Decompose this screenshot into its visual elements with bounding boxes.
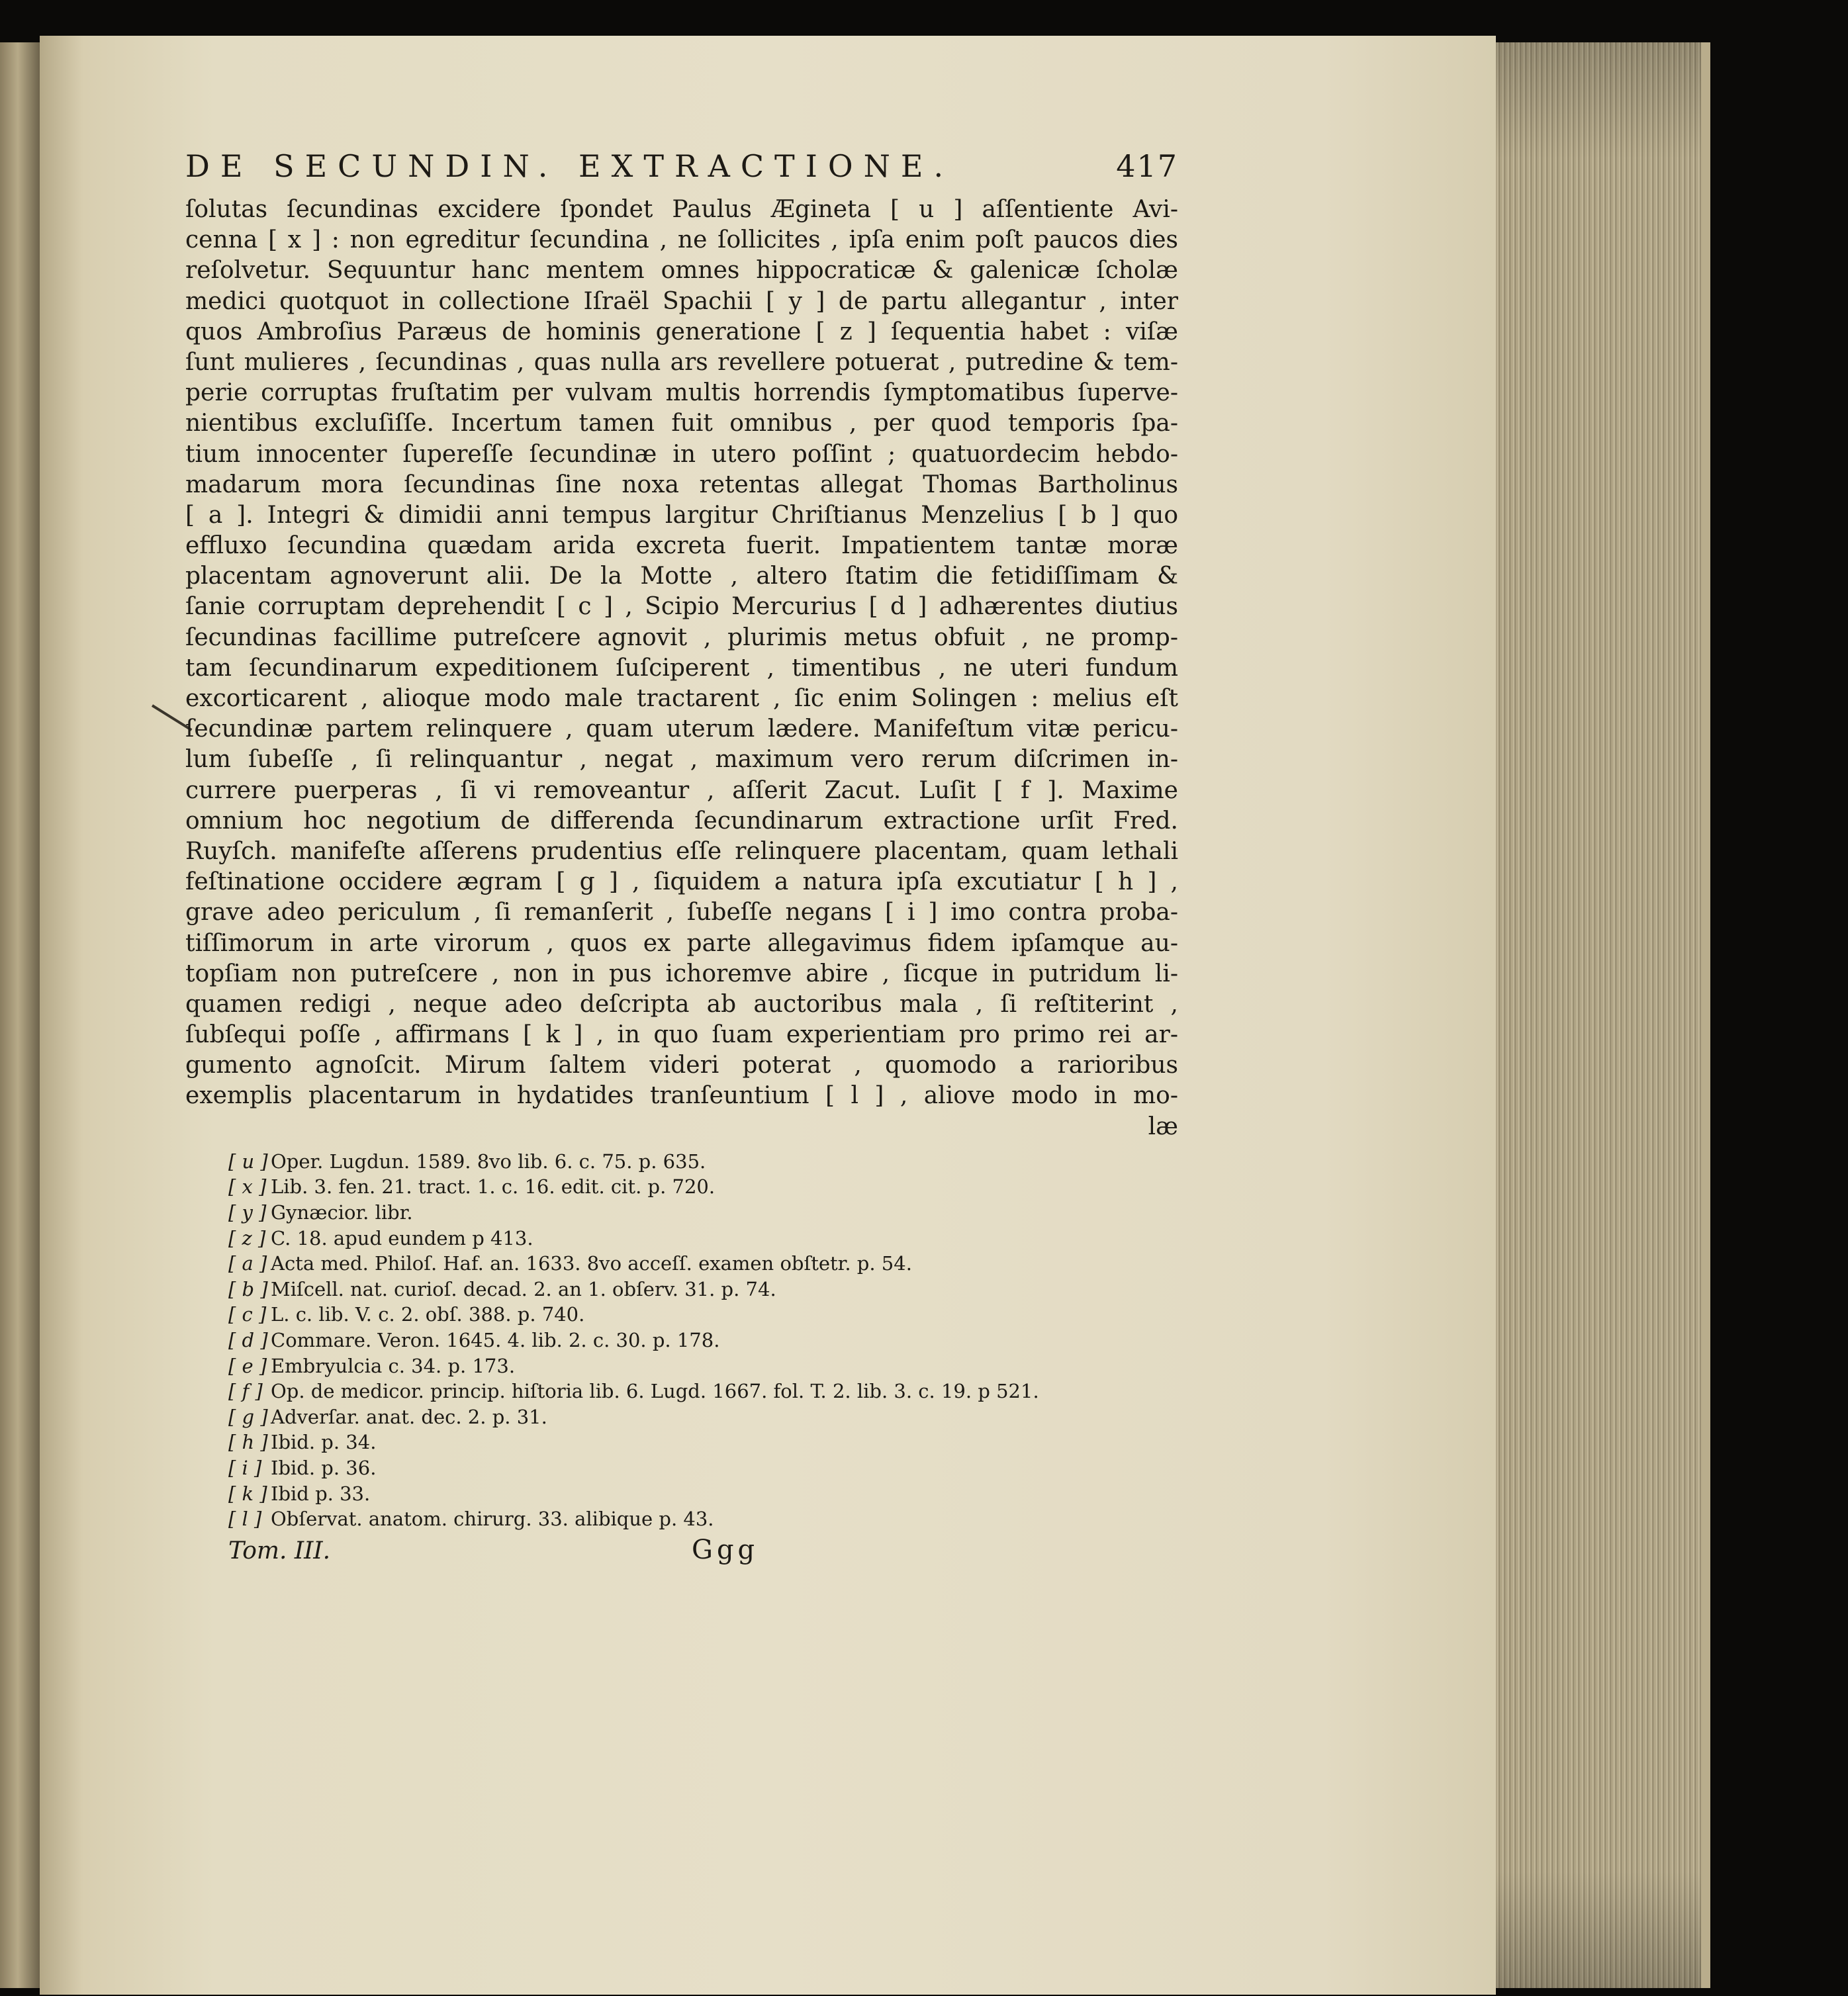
page-footer	[185, 1535, 1178, 1565]
footnote-mark: [ a ]	[228, 1252, 267, 1275]
body-line: perie corruptas fruſtatim per vulvam multis horrendis ſymptomatibus ſuperve-	[185, 379, 1178, 407]
body-line: ſunt mulieres , ſecundinas , quas nulla ars revellere potuerat , putredine & tem-	[185, 348, 1178, 376]
text-block	[185, 148, 1178, 1565]
page-fore-edge	[1496, 42, 1710, 1988]
body-line: ſecundinæ partem relinquere , quam uterum lædere. Manifeſtum vitæ pericu-	[185, 715, 1178, 743]
footnote-mark: [ x ]	[228, 1175, 267, 1199]
footnotes	[185, 1149, 1178, 1532]
body-line: omnium hoc negotium de differenda ſecundinarum extractione urſit Fred.	[185, 807, 1178, 835]
running-head-title: DE SECUNDIN. EXTRACTIONE.	[185, 148, 954, 184]
page-number: 417	[1116, 148, 1178, 184]
footnote-mark: [ k ]	[228, 1482, 267, 1505]
footnote	[228, 1404, 1178, 1430]
signature-mark: Ggg	[692, 1534, 759, 1565]
body-line: ſolutas ſecundinas excidere ſpondet Paulus Ægineta [ u ] aſſentiente Avi-	[185, 196, 1178, 223]
catchword: læ	[1148, 1112, 1178, 1140]
footnote	[228, 1251, 1178, 1277]
body-line: tam ſecundinarum expeditionem ſuſciperent , timentibus , ne uteri fundum	[185, 654, 1178, 682]
footnote-text: Embryulcia c. 34. p. 173.	[271, 1354, 516, 1377]
body-line: quos Ambroſius Paræus de hominis generatione [ z ] ſequentia habet : viſæ	[185, 318, 1178, 345]
footnote	[228, 1506, 1178, 1532]
body-line: feſtinatione occidere ægram [ g ] , ſiquidem a natura ipſa excutiatur [ h ] ,	[185, 868, 1178, 896]
body-line: lum ſubeſſe , ſi relinquantur , negat , maximum vero rerum diſcrimen in-	[185, 746, 1178, 774]
footnote-text: Ibid. p. 36.	[271, 1456, 377, 1479]
book-page	[40, 36, 1496, 1995]
footnote-text: Adverſar. anat. dec. 2. p. 31.	[271, 1405, 547, 1428]
footnote-mark: [ b ]	[228, 1277, 268, 1300]
footnote	[228, 1226, 1178, 1251]
footnote-text: Gynæcior. libr.	[271, 1201, 413, 1224]
facing-page-edge	[0, 42, 40, 1988]
footnote-text: Acta med. Philoſ. Haf. an. 1633. 8vo acceſſ. examen obſtetr. p. 54.	[271, 1252, 912, 1275]
body-line: exemplis placentarum in hydatides tranſeuntium [ l ] , aliove modo in mo-	[185, 1082, 1178, 1110]
footnote-text: L. c. lib. V. c. 2. obſ. 388. p. 740.	[271, 1303, 585, 1326]
body-line: reſolvetur. Sequuntur hanc mentem omnes hippocraticæ & galenicæ ſcholæ	[185, 257, 1178, 285]
body-line: currere puerperas , ſi vi removeantur , aſſerit Zacut. Luſit [ f ]. Maxime	[185, 776, 1178, 804]
body-text	[185, 195, 1178, 1112]
footnote	[228, 1302, 1178, 1328]
footnote-mark: [ y ]	[228, 1201, 267, 1224]
body-line: ſubſequi poſſe , affirmans [ k ] , in quo ſuam experientiam pro primo rei ar-	[185, 1021, 1178, 1049]
body-line: grave adeo periculum , ſi remanſerit , ſubeſſe negans [ i ] imo contra proba-	[185, 899, 1178, 927]
footnote-mark: [ z ]	[228, 1226, 266, 1249]
body-line: medici quotquot in collectione Iſraël Spachii [ y ] de partu allegantur , inter	[185, 287, 1178, 315]
footnote	[228, 1455, 1178, 1481]
footnote-text: Ibid. p. 34.	[271, 1431, 377, 1454]
body-line: [ a ]. Integri & dimidii anni tempus largitur Chriſtianus Menzelius [ b ] quo	[185, 501, 1178, 529]
footnote-mark: [ d ]	[228, 1328, 268, 1351]
footnote-text: Commare. Veron. 1645. 4. lib. 2. c. 30. p. 178.	[271, 1328, 720, 1351]
body-line: excorticarent , alioque modo male tractarent , ſic enim Solingen : melius eſt	[185, 685, 1178, 712]
volume-label: Tom. III.	[228, 1537, 331, 1565]
footnote-text: Miſcell. nat. curioſ. decad. 2. an 1. obſerv. 31. p. 74.	[271, 1277, 776, 1300]
body-line: cenna [ x ] : non egreditur ſecundina , ne ſollicites , ipſa enim poſt paucos dies	[185, 226, 1178, 254]
footnote	[228, 1277, 1178, 1302]
open-book	[0, 36, 1721, 1995]
footnote-text: Ibid p. 33.	[271, 1482, 371, 1505]
footnote-text: Lib. 3. fen. 21. tract. 1. c. 16. edit. cit. p. 720.	[271, 1175, 716, 1199]
footnote	[228, 1353, 1178, 1379]
body-line: topſiam non putreſcere , non in pus ichoremve abire , ſicque in putridum li-	[185, 960, 1178, 987]
body-line: madarum mora ſecundinas ſine noxa retentas allegat Thomas Bartholinus	[185, 471, 1178, 498]
body-line: gumento agnoſcit. Mirum ſaltem videri poterat , quomodo a rarioribus	[185, 1052, 1178, 1079]
body-line: quamen redigi , neque adeo deſcripta ab auctoribus mala , ſi reſtiterint ,	[185, 990, 1178, 1018]
footnote-text: Op. de medicor. princip. hiſtoria lib. 6. Lugd. 1667. fol. T. 2. lib. 3. c. 19. p 521.	[271, 1380, 1039, 1403]
footnote-text: Oper. Lugdun. 1589. 8vo lib. 6. c. 75. p. 635.	[271, 1150, 706, 1173]
footnote-mark: [ c ]	[228, 1303, 267, 1326]
body-line: tiſſimorum in arte virorum , quos ex parte allegavimus fidem ipſamque au-	[185, 929, 1178, 957]
footnote	[228, 1174, 1178, 1200]
footnote-mark: [ l ]	[228, 1508, 262, 1531]
footnote-mark: [ f ]	[228, 1380, 263, 1403]
footnote-mark: [ h ]	[228, 1431, 268, 1454]
footnote-mark: [ i ]	[228, 1456, 262, 1479]
footnote-text: C. 18. apud eundem p 413.	[271, 1226, 533, 1249]
footnote-mark: [ u ]	[228, 1150, 268, 1173]
footnote	[228, 1200, 1178, 1226]
footnote	[228, 1149, 1178, 1175]
footnote	[228, 1328, 1178, 1353]
body-line: nientibus excluſiſſe. Incertum tamen fuit omnibus , per quod temporis ſpa-	[185, 410, 1178, 437]
body-line: tium innocenter ſupereſſe ſecundinæ in utero poſſint ; quatuordecim hebdo-	[185, 440, 1178, 468]
footnote-mark: [ e ]	[228, 1354, 267, 1377]
body-line: Ruyſch. manifeſte aſſerens prudentius eſſe relinquere placentam, quam lethali	[185, 837, 1178, 865]
footnote-mark: [ g ]	[228, 1405, 268, 1428]
body-line: effluxo ſecundina quædam arida excreta fuerit. Impatientem tantæ moræ	[185, 532, 1178, 560]
footnote	[228, 1481, 1178, 1507]
footnote	[228, 1379, 1178, 1404]
running-head	[185, 148, 1178, 184]
body-line: ſanie corruptam deprehendit [ c ] , Scipio Mercurius [ d ] adhærentes diutius	[185, 593, 1178, 621]
footnote	[228, 1429, 1178, 1455]
footnote-text: Obſervat. anatom. chirurg. 33. alibique p. 43.	[271, 1508, 714, 1531]
body-line: placentam agnoverunt alii. De la Motte , altero ſtatim die fetidiſſimam &	[185, 563, 1178, 590]
body-line: ſecundinas facillime putreſcere agnovit , plurimis metus obfuit , ne promp-	[185, 623, 1178, 651]
